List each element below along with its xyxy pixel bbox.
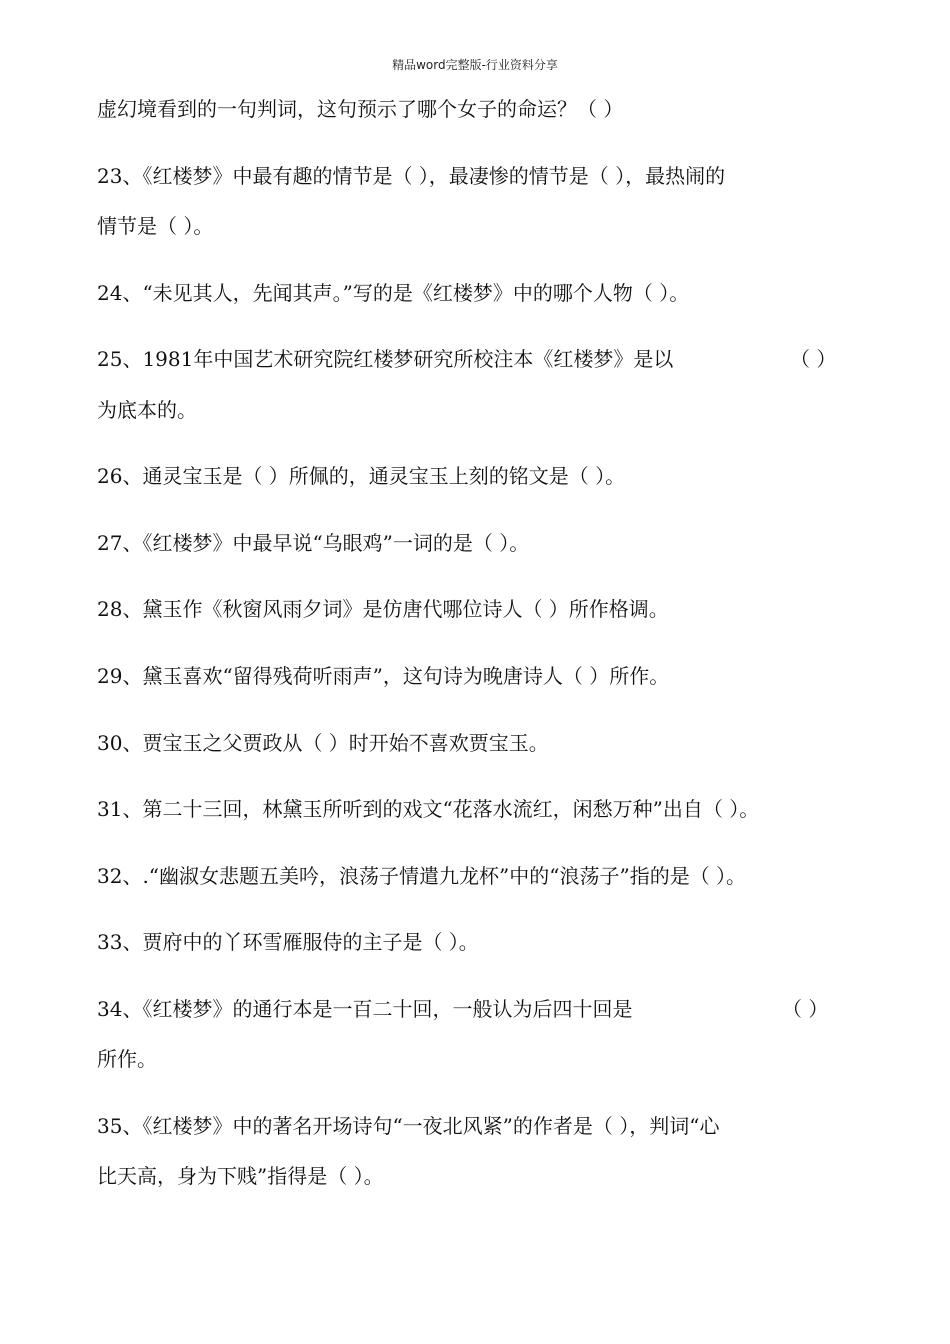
question-line: 为底本的。 (97, 398, 197, 422)
question-line: 情节是（ ）。 (97, 214, 214, 238)
question-line: 30、贾宝玉之父贾政从（ ）时开始不喜欢贾宝玉。 (97, 731, 549, 755)
question-line: 虚幻境看到的一句判词，这句预示了哪个女子的命运？（ ） (97, 97, 624, 121)
question-line: 32、.“幽淑女悲题五美吟，浪荡子情遣九龙杯”中的“浪荡子”指的是（ ）。 (97, 864, 747, 888)
question-line: 比天高，身为下贱”指得是（ ）。 (97, 1164, 384, 1188)
question-line: 23、《红楼梦》中最有趣的情节是（ ），最凄惨的情节是（ ），最热闹的 (97, 164, 726, 188)
question-line: 24、“未见其人，先闻其声。”写的是《红楼梦》中的哪个人物（ ）。 (97, 281, 690, 305)
question-line: 34、《红楼梦》的通行本是一百二十回，一般认为后四十回是 (97, 997, 633, 1021)
question-line: 28、黛玉作《秋窗风雨夕词》是仿唐代哪位诗人（ ）所作格调。 (97, 597, 669, 621)
question-line: 35、《红楼梦》中的著名开场诗句“一夜北风紧”的作者是（ ），判词“心 (97, 1114, 720, 1138)
question-line: 33、贾府中的丫环雪雁服侍的主子是（ ）。 (97, 930, 479, 954)
question-line: 29、黛玉喜欢“留得残荷听雨声”，这句诗为晚唐诗人（ ）所作。 (97, 664, 670, 688)
question-line: 25、1981年中国艺术研究院红楼梦研究所校注本《红楼梦》是以 (97, 347, 674, 371)
question-line: 所作。 (97, 1047, 157, 1071)
answer-blank: （ ） (782, 997, 829, 1021)
question-line: 26、通灵宝玉是（ ）所佩的，通灵宝玉上刻的铭文是（ ）。 (97, 464, 626, 488)
question-line: 27、《红楼梦》中最早说“乌眼鸡”一词的是（ ）。 (97, 531, 530, 555)
answer-blank: （ ） (790, 347, 837, 371)
question-line: 31、第二十三回，林黛玉所听到的戏文“花落水流红，闲愁万种”出自（ ）。 (97, 797, 760, 821)
page-header: 精品word完整版-行业资料分享 (392, 58, 558, 72)
